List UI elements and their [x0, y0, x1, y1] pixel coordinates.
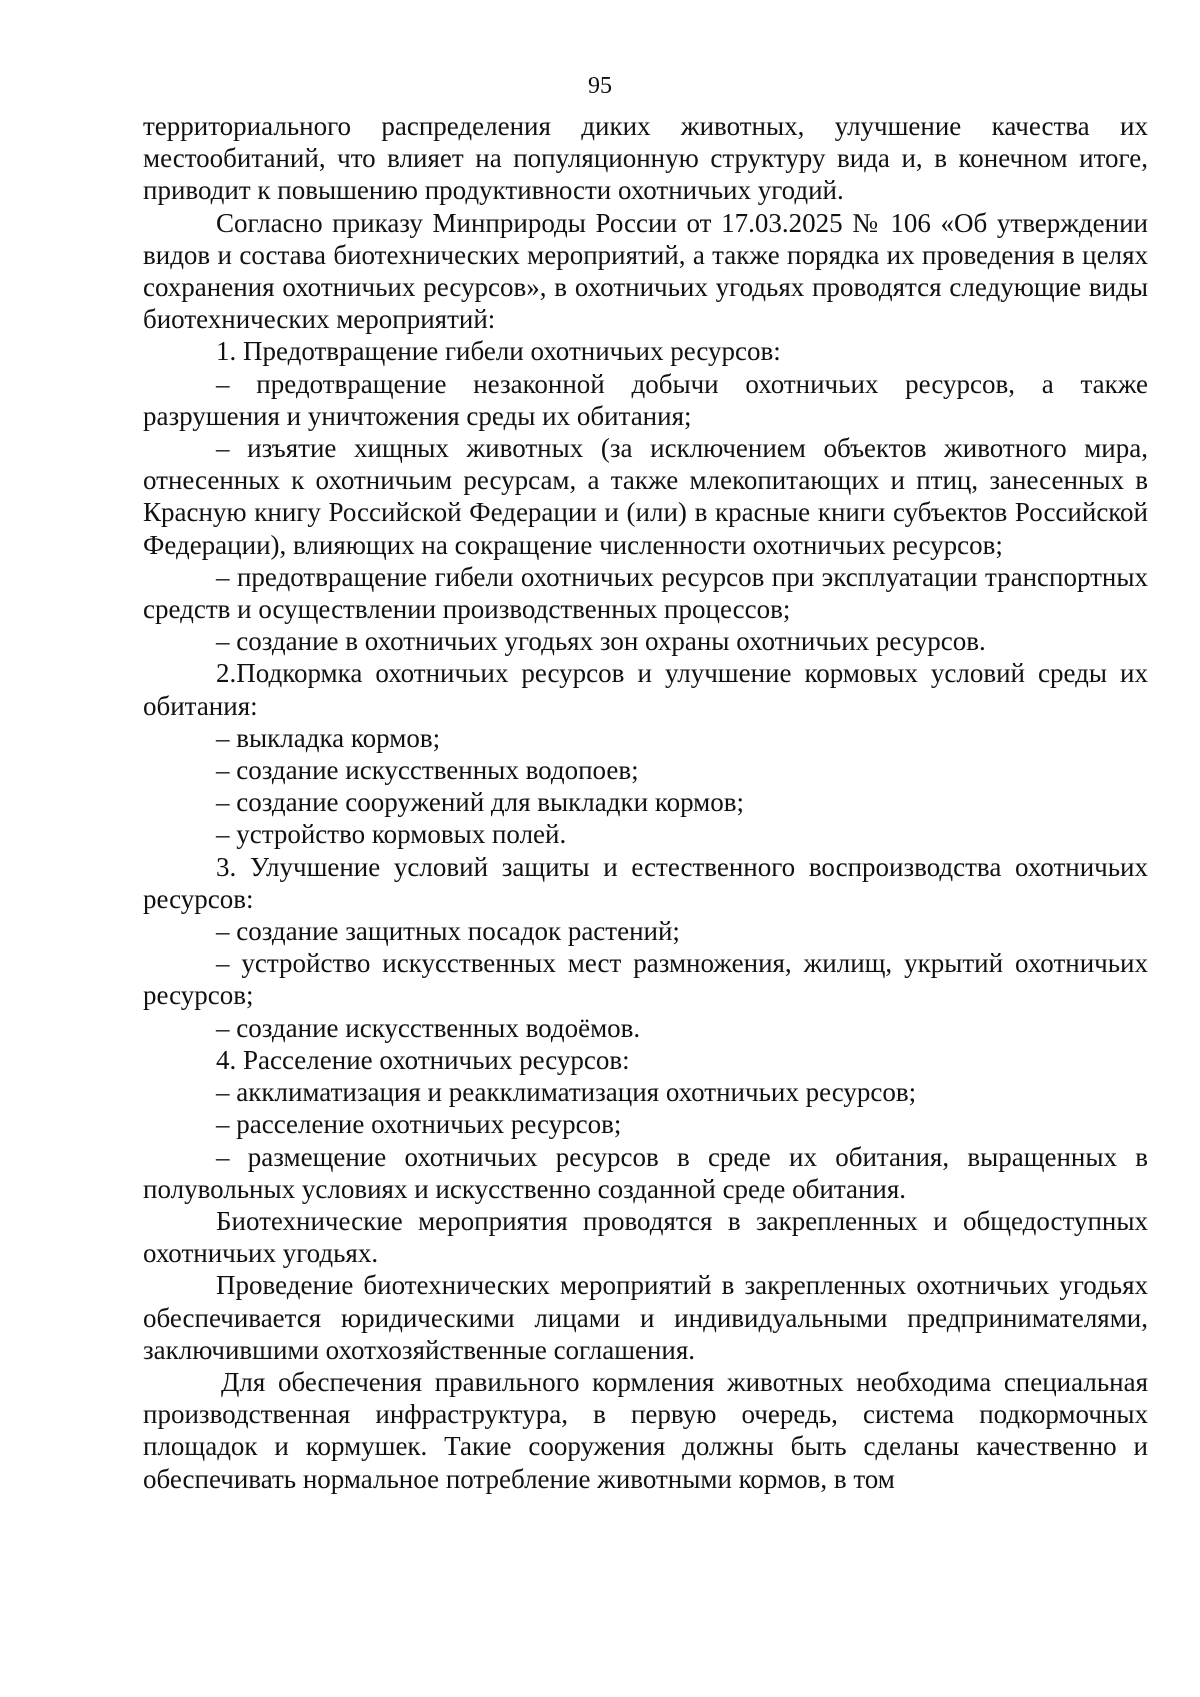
paragraph-continuation: территориального распределения диких животных, улучшение качества их местообитаний, что влияет на популяционную структуру вида и, в конечном итоге, приводит к повышению продуктивности охотничьих угодий. [143, 111, 1148, 206]
list-item: – создание искусственных водопоев; [216, 755, 639, 786]
list-item: – предотвращение незаконной добычи охотничьих ресурсов, а также разрушения и уничтожения среды их обитания; [143, 368, 1148, 431]
list-item: – создание искусственных водоёмов. [216, 1012, 641, 1043]
list-item: – устройство кормовых полей. [216, 819, 567, 850]
list-item: – создание защитных посадок растений; [216, 916, 680, 947]
section-heading-4: 4. Расселение охотничьих ресурсов: [216, 1044, 630, 1075]
document-body [143, 110, 1148, 1495]
section-heading-3: 3. Улучшение условий защиты и естественного воспроизводства охотничьих ресурсов: [143, 851, 1148, 914]
list-item: – предотвращение гибели охотничьих ресурсов при эксплуатации транспортных средств и осуществлении производственных процессов; [143, 561, 1148, 625]
list-item: – размещение охотничьих ресурсов в среде их обитания, выращенных в полувольных условиях и искусственно созданной среде обитания. [143, 1141, 1148, 1204]
paragraph-territories: Биотехнические мероприятия проводятся в закрепленных и общедоступных охотничьих угодьях. [143, 1205, 1148, 1269]
list-item: – акклиматизация и реакклиматизация охотничьих ресурсов; [216, 1077, 917, 1108]
list-item: – расселение охотничьих ресурсов; [216, 1109, 622, 1140]
list-item: – устройство искусственных мест размножения, жилищ, укрытий охотничьих ресурсов; [143, 948, 1148, 1011]
list-item: – создание сооружений для выкладки кормов; [216, 787, 744, 818]
list-item: – изъятие хищных животных (за исключением объектов животного мира, отнесенных к охотничьим ресурсам, а также млекопитающих и птиц, занесенных в Красную книгу Российской Федерации и (или) в красные книги субъектов Российской Федерации), влияющих на сокращение численности охотничьих ресурсов; [143, 433, 1148, 560]
paragraph-infrastructure: Для обеспечения правильного кормления животных необходима специальная производственная инфраструктура, в первую очередь, система подкормочных площадок и кормушек. Такие сооружения должны быть сделаны качественно и обеспечивать нормальное потребление животными кормов, в том [143, 1366, 1148, 1494]
list-item: – создание в охотничьих угодьях зон охраны охотничьих ресурсов. [216, 626, 986, 657]
paragraph-order-reference: Согласно приказу Минприроды России от 17.03.2025 № 106 «Об утверждении видов и состава биотехнических мероприятий, а также порядка их проведения в целях сохранения охотничьих ресурсов», в охотничьих угодьях проводятся следующие виды биотехнических мероприятий: [143, 207, 1148, 335]
section-heading-2: 2.Подкормка охотничьих ресурсов и улучшение кормовых условий среды их обитания: [143, 658, 1148, 721]
paragraph-responsibility: Проведение биотехнических мероприятий в закрепленных охотничьих угодьях обеспечивается юридическими лицами и индивидуальными предпринимателями, заключившими охотхозяйственные соглашения. [143, 1270, 1148, 1365]
page-number: 95 [588, 73, 612, 99]
section-heading-1: 1. Предотвращение гибели охотничьих ресурсов: [216, 336, 781, 367]
list-item: – выкладка кормов; [216, 722, 441, 753]
